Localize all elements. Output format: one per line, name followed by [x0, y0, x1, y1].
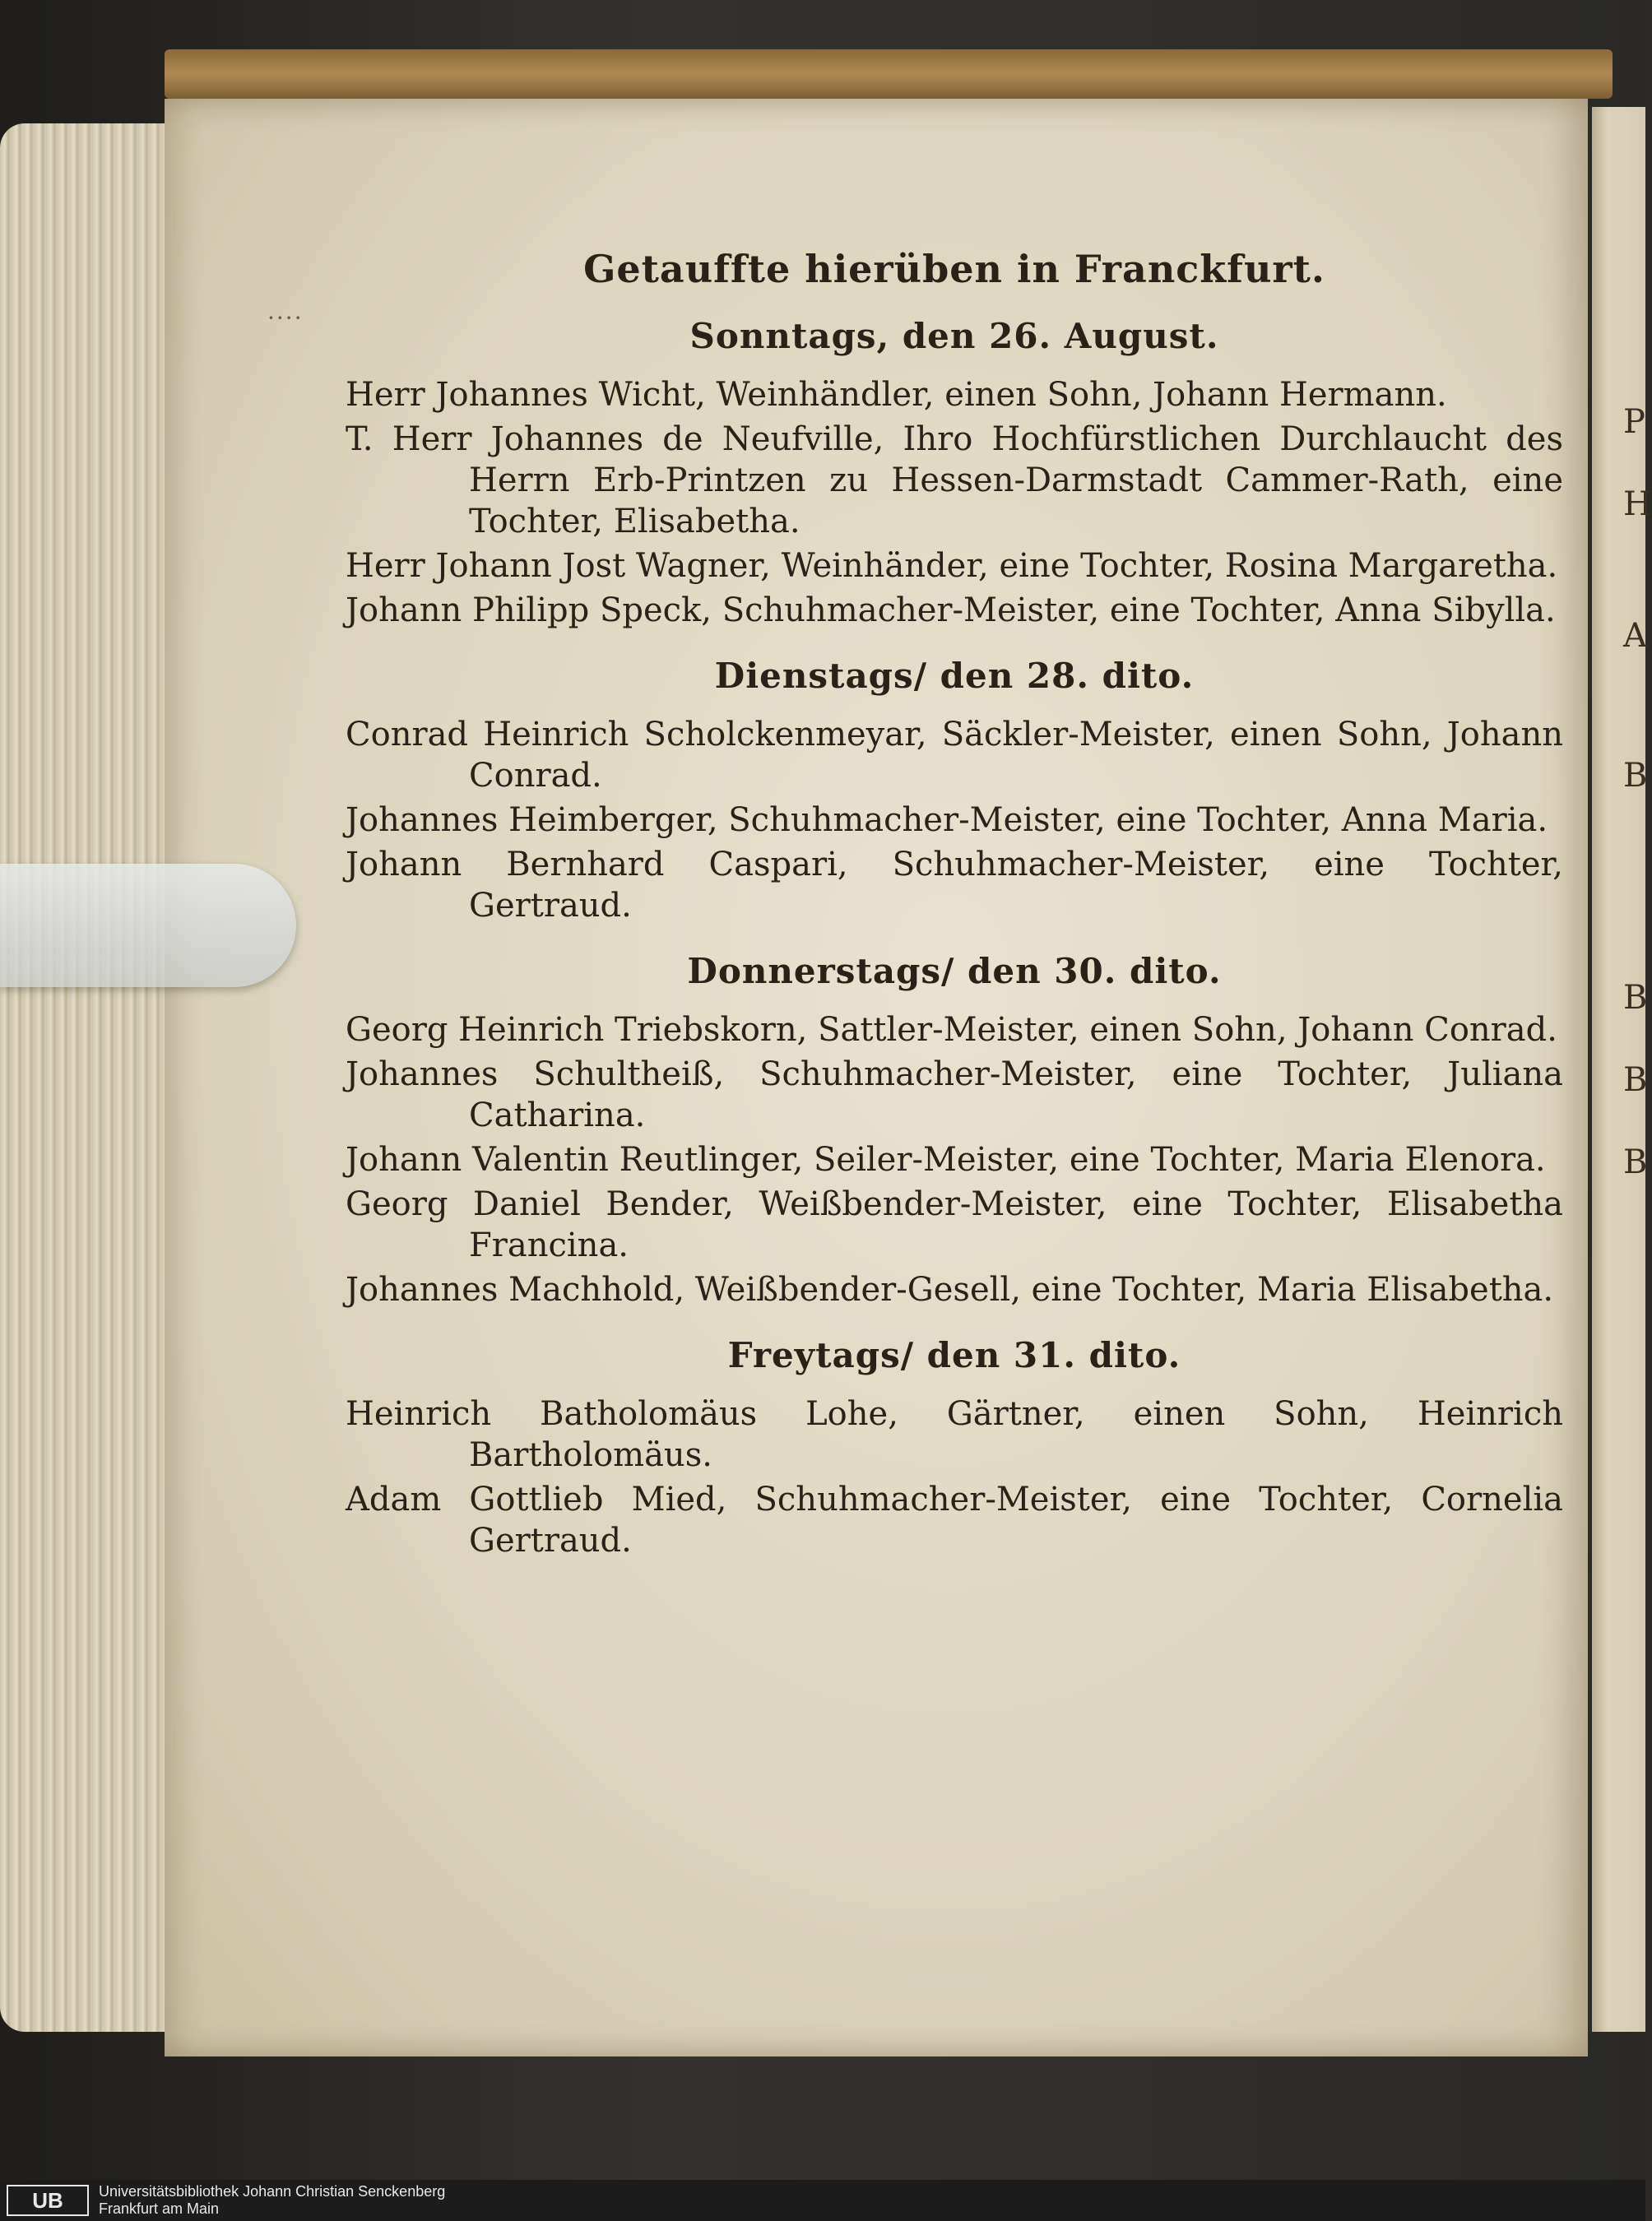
section-friday [346, 1335, 1563, 1561]
page-title: Getauffte hierüben in Franckfurt. [583, 247, 1325, 291]
section-sunday [346, 316, 1563, 631]
section-heading: Dienstags/ den 28. dito. [714, 656, 1195, 696]
marginal-ink-mark: ···· [267, 304, 304, 332]
baptism-entry: Georg Daniel Bender, Weißbender-Meister, eine Tochter, Elisabetha Francina. [346, 1185, 1563, 1264]
section-thursday [346, 951, 1563, 1310]
page-clip [0, 864, 296, 987]
baptism-entry: Johann Valentin Reutlinger, Seiler-Meister, eine Tochter, Maria Elenora. [346, 1141, 1546, 1179]
library-name [99, 2183, 445, 2218]
baptism-entry: Johann Bernhard Caspari, Schuhmacher-Meister, eine Tochter, Gertraud. [346, 846, 1563, 925]
baptism-entry: Herr Johannes Wicht, Weinhändler, einen Sohn, Johann Hermann. [346, 376, 1447, 414]
baptism-entry: Johannes Schultheiß, Schuhmacher-Meister, eine Tochter, Juliana Catharina. [346, 1055, 1563, 1134]
baptism-entry: Herr Johann Jost Wagner, Weinhänder, eine Tochter, Rosina Margaretha. [346, 547, 1558, 585]
page-stack-edges [0, 123, 165, 2032]
baptism-entry: Conrad Heinrich Scholckenmeyar, Säckler-Meister, einen Sohn, Johann Conrad. [346, 716, 1563, 795]
section-heading: Sonntags, den 26. August. [689, 316, 1219, 356]
library-logo: UB [7, 2185, 89, 2216]
library-name-line1: Universitätsbibliothek Johann Christian Senckenberg [99, 2183, 446, 2200]
baptism-entry: Heinrich Batholomäus Lohe, Gärtner, einen Sohn, Heinrich Bartholomäus. [346, 1395, 1563, 1474]
library-name-line2: Frankfurt am Main [99, 2200, 220, 2217]
footer-bar [0, 2180, 1645, 2221]
next-page-edge: P H A B B B B [1592, 107, 1645, 2032]
baptism-entry: Georg Heinrich Triebskorn, Sattler-Meister, einen Sohn, Johann Conrad. [346, 1011, 1557, 1049]
section-tuesday [346, 656, 1563, 926]
page-content [346, 247, 1563, 1565]
baptism-entry: Johann Philipp Speck, Schuhmacher-Meister, eine Tochter, Anna Sibylla. [346, 591, 1556, 629]
baptism-entry: Adam Gottlieb Mied, Schuhmacher-Meister, eine Tochter, Cornelia Gertraud. [346, 1481, 1563, 1560]
baptism-entry: Johannes Heimberger, Schuhmacher-Meister, eine Tochter, Anna Maria. [346, 801, 1548, 839]
baptism-entry: T. Herr Johannes de Neufville, Ihro Hochfürstlichen Durchlaucht des Herrn Erb-Printzen zu Hessen-Darmstadt Cammer-Rath, eine Tochter, Elisabetha. [346, 420, 1563, 540]
binding-strip [165, 49, 1613, 99]
section-heading: Freytags/ den 31. dito. [727, 1335, 1181, 1375]
section-heading: Donnerstags/ den 30. dito. [687, 951, 1222, 991]
baptism-entry: Johannes Machhold, Weißbender-Gesell, eine Tochter, Maria Elisabetha. [346, 1271, 1554, 1309]
